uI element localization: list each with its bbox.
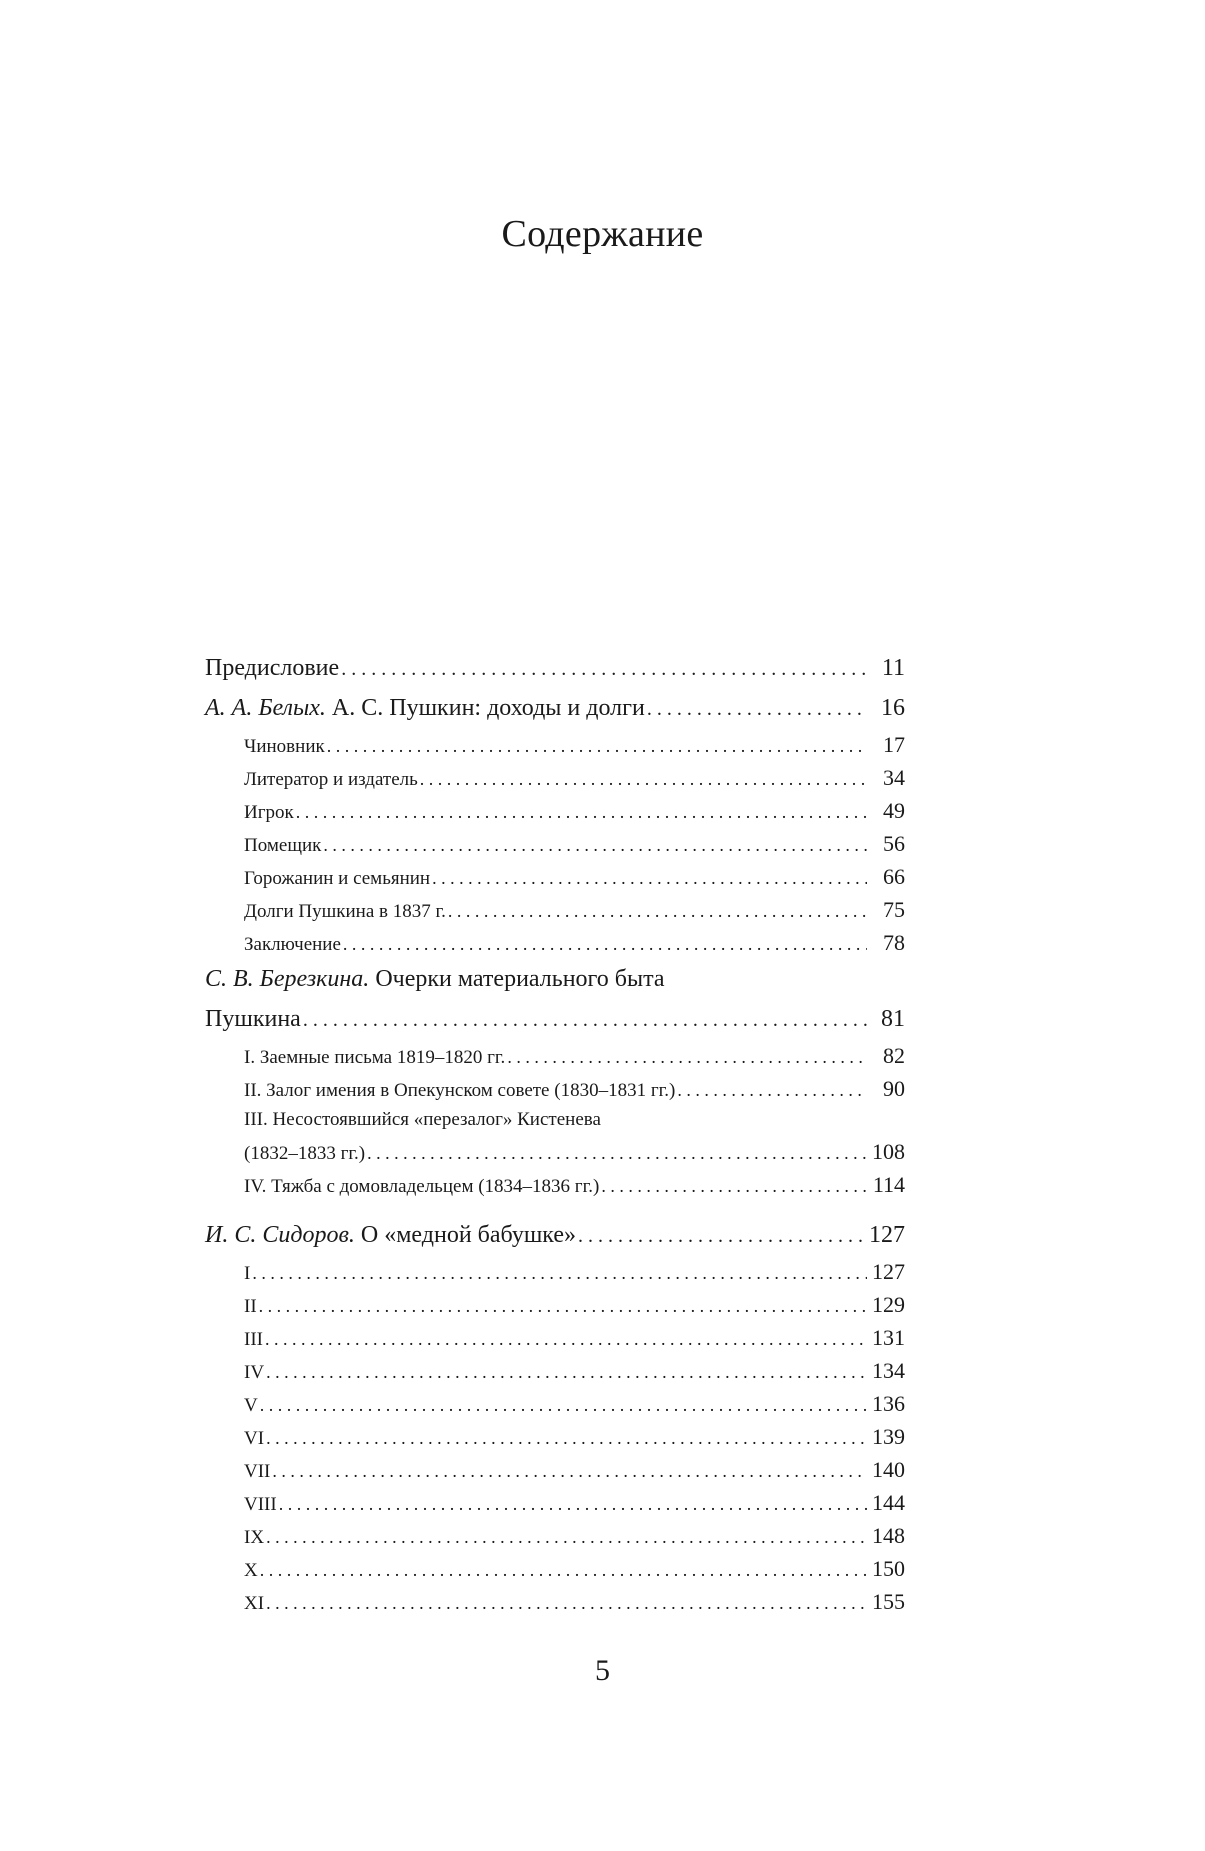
toc-subentry-page: 139 xyxy=(872,1424,905,1449)
toc-subentry-label: (1832–1833 гг.) xyxy=(244,1143,366,1164)
toc-subentry-label: Литератор и издатель xyxy=(244,769,418,790)
dot-leader xyxy=(266,1521,867,1554)
toc-subentry-label: II xyxy=(244,1296,257,1317)
toc-subentry-label: I xyxy=(244,1263,251,1284)
toc-subentry-label: VI xyxy=(244,1428,265,1449)
toc-subentry-label: II. Залог имения в Опекунском совете (1830–1831 гг.) xyxy=(244,1080,676,1101)
author-name: С. В. Березкина. xyxy=(205,966,370,992)
toc-subentry-label: Чиновник xyxy=(244,736,325,757)
dot-leader xyxy=(266,1422,867,1455)
dot-leader xyxy=(677,1074,867,1107)
dot-leader xyxy=(260,1554,867,1587)
toc-entry-label xyxy=(205,1215,578,1255)
toc-entry-label xyxy=(205,688,647,728)
toc-subentry-page: 108 xyxy=(872,1139,905,1164)
toc-subentry[interactable] xyxy=(244,1585,905,1618)
toc-subentry[interactable] xyxy=(244,1288,905,1321)
dot-leader xyxy=(266,1356,867,1389)
dot-leader xyxy=(260,1389,867,1422)
toc-subentry[interactable] xyxy=(244,1552,905,1585)
dot-leader xyxy=(448,895,867,928)
dot-leader xyxy=(296,796,867,829)
toc-subentry-label: IV xyxy=(244,1362,265,1383)
toc-subentry-label: Долги Пушкина в 1837 г. xyxy=(244,901,446,922)
dot-leader xyxy=(578,1215,865,1256)
page-title: Содержание xyxy=(501,213,704,255)
toc-entry-page: 127 xyxy=(869,1222,905,1248)
toc-subentry[interactable] xyxy=(244,1420,905,1453)
toc-subentry-label: IV. Тяжба с домовладельцем (1834–1836 гг.) xyxy=(244,1176,600,1197)
toc-entry-berezkina-line1[interactable] xyxy=(205,959,905,999)
dot-leader xyxy=(367,1137,867,1170)
toc-subentry[interactable] xyxy=(244,893,905,926)
toc-entry-berezkina[interactable] xyxy=(205,999,905,1039)
dot-leader xyxy=(303,999,867,1040)
toc-subentry[interactable] xyxy=(244,926,905,959)
dot-leader xyxy=(252,1257,867,1290)
toc-subentry[interactable] xyxy=(244,1168,905,1201)
toc-subentry-label: X xyxy=(244,1560,258,1581)
author-name: И. С. Сидоров. xyxy=(205,1222,355,1248)
dot-leader xyxy=(266,1587,867,1620)
toc-entry-label: Предисловие xyxy=(205,655,340,681)
toc-entry-preface[interactable] xyxy=(205,648,905,688)
toc-subentry-label: V xyxy=(244,1395,258,1416)
toc-subentry-page: 34 xyxy=(883,765,905,790)
toc-entry-belykh[interactable] xyxy=(205,688,905,728)
toc-subentry-page: 90 xyxy=(883,1076,905,1101)
toc-subentry[interactable] xyxy=(244,1255,905,1288)
toc-subentry-page: 49 xyxy=(883,798,905,823)
toc-subentry-page: 66 xyxy=(883,864,905,889)
dot-leader xyxy=(323,829,867,862)
toc-subentry-line1[interactable] xyxy=(244,1105,905,1135)
dot-leader xyxy=(265,1323,867,1356)
table-of-contents xyxy=(205,648,905,1618)
toc-subentry-page: 129 xyxy=(872,1292,905,1317)
toc-subentry[interactable] xyxy=(244,794,905,827)
page-number: 5 xyxy=(595,1654,610,1687)
dot-leader xyxy=(507,1041,867,1074)
section-gap xyxy=(205,1201,905,1215)
essay-title: О «медной бабушке» xyxy=(360,1222,577,1248)
toc-subentry-page: 155 xyxy=(872,1589,905,1614)
toc-subentry-page: 56 xyxy=(883,831,905,856)
toc-subentry[interactable] xyxy=(244,1321,905,1354)
toc-subentry-page: 148 xyxy=(872,1523,905,1548)
toc-entry-page: 16 xyxy=(881,695,905,721)
toc-subentry[interactable] xyxy=(244,860,905,893)
toc-entry-page: 81 xyxy=(881,1006,905,1032)
toc-subentry-page: 82 xyxy=(883,1043,905,1068)
dot-leader xyxy=(432,862,867,895)
toc-subentry-label: XI xyxy=(244,1593,265,1614)
toc-subentry-page: 114 xyxy=(872,1172,905,1197)
toc-subentry-page: 75 xyxy=(883,897,905,922)
toc-subentry[interactable] xyxy=(244,761,905,794)
dot-leader xyxy=(647,688,867,729)
toc-subentry-label: IX xyxy=(244,1527,265,1548)
toc-subentry-label: Игрок xyxy=(244,802,294,823)
toc-subentry[interactable] xyxy=(244,1354,905,1387)
toc-subentry[interactable] xyxy=(244,827,905,860)
dot-leader xyxy=(341,648,867,689)
toc-subentry[interactable] xyxy=(244,1039,905,1072)
dot-leader xyxy=(279,1488,867,1521)
toc-subentry[interactable] xyxy=(244,1072,905,1105)
toc-subentry-label: I. Заемные письма 1819–1820 гг. xyxy=(244,1047,506,1068)
toc-subentry-page: 78 xyxy=(883,930,905,955)
toc-subentry-page: 17 xyxy=(883,732,905,757)
toc-subentry-label: Заключение xyxy=(244,934,341,955)
toc-subentry-page: 144 xyxy=(872,1490,905,1515)
toc-subentry-page: 131 xyxy=(872,1325,905,1350)
toc-subentry-page: 140 xyxy=(872,1457,905,1482)
toc-subentry-page: 136 xyxy=(872,1391,905,1416)
toc-subentry-label: III. Несостоявшийся «перезалог» Кистенева xyxy=(244,1109,601,1130)
toc-entry-label: Пушкина xyxy=(205,1006,301,1032)
toc-entry-sidorov[interactable] xyxy=(205,1215,905,1255)
toc-subentry-page: 134 xyxy=(872,1358,905,1383)
toc-subentry-page: 150 xyxy=(872,1556,905,1581)
toc-subentry[interactable] xyxy=(244,1519,905,1552)
toc-entry-page: 11 xyxy=(881,655,905,681)
toc-subentry[interactable] xyxy=(244,1135,905,1168)
dot-leader xyxy=(601,1170,867,1203)
author-name: А. А. Белых. xyxy=(205,695,326,721)
dot-leader xyxy=(420,763,867,796)
toc-subentry-label: III xyxy=(244,1329,263,1350)
toc-subentry[interactable] xyxy=(244,1387,905,1420)
toc-subentry[interactable] xyxy=(244,1453,905,1486)
toc-subentry-label: VIII xyxy=(244,1494,277,1515)
toc-subentry-label: VII xyxy=(244,1461,271,1482)
dot-leader xyxy=(259,1290,867,1323)
essay-title: А. С. Пушкин: доходы и долги xyxy=(331,695,645,721)
toc-subentry[interactable] xyxy=(244,1486,905,1519)
essay-title: Очерки материального быта xyxy=(375,966,665,992)
dot-leader xyxy=(343,928,867,961)
toc-subentry-label: Помещик xyxy=(244,835,322,856)
toc-subentry-page: 127 xyxy=(872,1259,905,1284)
toc-subentry[interactable] xyxy=(244,728,905,761)
dot-leader xyxy=(272,1455,867,1488)
dot-leader xyxy=(327,730,867,763)
toc-subentry-label: Горожанин и семьянин xyxy=(244,868,431,889)
